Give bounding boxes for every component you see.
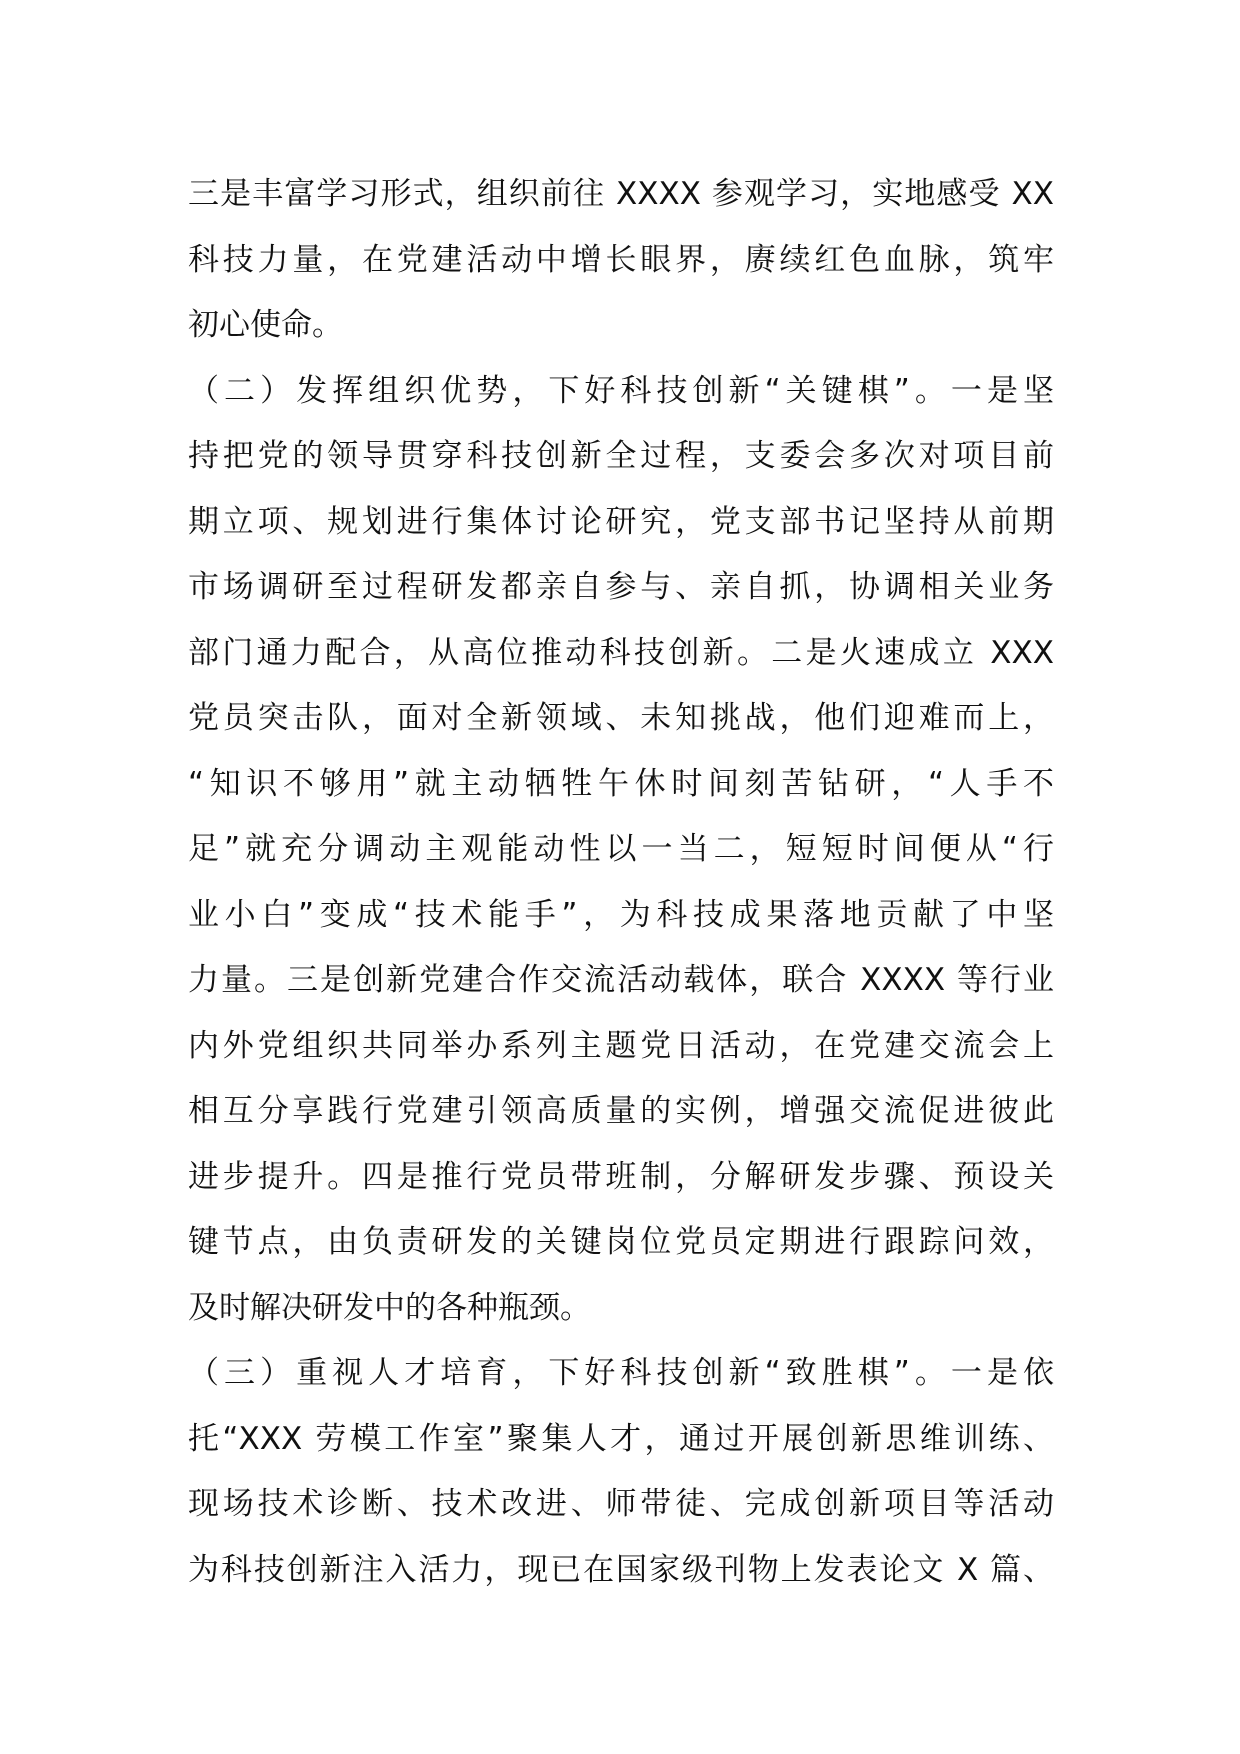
text-line: （三）重视人才培育，下好科技创新“致胜棋”。一是依 [188,1355,1054,1391]
text-line: 市场调研至过程研发都亲自参与、亲自抓，协调相关业务 [188,569,1054,605]
text-line: 期立项、规划进行集体讨论研究，党支部书记坚持从前期 [188,503,1054,540]
text-line: 三是丰富学习形式，组织前往 XXXX 参观学习，实地感受 XX [188,176,1054,212]
text-line: 持把党的领导贯穿科技创新全过程，支委会多次对项目前 [188,438,1054,474]
text-line: “知识不够用”就主动牺牲午休时间刻苦钻研，“人手不 [188,765,1054,802]
text-line: 键节点，由负责研发的关键岗位党员定期进行跟踪问效， [188,1224,1054,1260]
text-line: 初心使命。 [188,307,343,343]
text-line: 部门通力配合，从高位推动科技创新。二是火速成立 XXX [188,634,1054,671]
text-line: 足”就充分调动主观能动性以一当二，短短时间便从“行 [188,831,1054,867]
text-line: 托“XXX 劳模工作室”聚集人才，通过开展创新思维训练、 [188,1420,1054,1457]
text-line: 及时解决研发中的各种瓶颈。 [188,1289,591,1326]
text-line: 相互分享践行党建引领高质量的实例，增强交流促进彼此 [188,1093,1054,1129]
text-line: 业小白”变成“技术能手”，为科技成果落地贡献了中坚 [188,896,1054,933]
text-line: 进步提升。四是推行党员带班制，分解研发步骤、预设关 [188,1158,1054,1195]
text-line: 党员突击队，面对全新领域、未知挑战，他们迎难而上， [188,700,1054,736]
text-line: （二）发挥组织优势，下好科技创新“关键棋”。一是坚 [188,372,1054,409]
text-line: 为科技创新注入活力，现已在国家级刊物上发表论文 X 篇、 [188,1551,1054,1588]
body-text [188,162,1054,1603]
text-line: 现场技术诊断、技术改进、师带徒、完成创新项目等活动 [188,1486,1054,1522]
text-line: 内外党组织共同举办系列主题党日活动，在党建交流会上 [188,1027,1054,1064]
text-line: 力量。三是创新党建合作交流活动载体，联合 XXXX 等行业 [188,962,1054,998]
text-line: 科技力量，在党建活动中增长眼界，赓续红色血脉，筑牢 [188,241,1054,278]
